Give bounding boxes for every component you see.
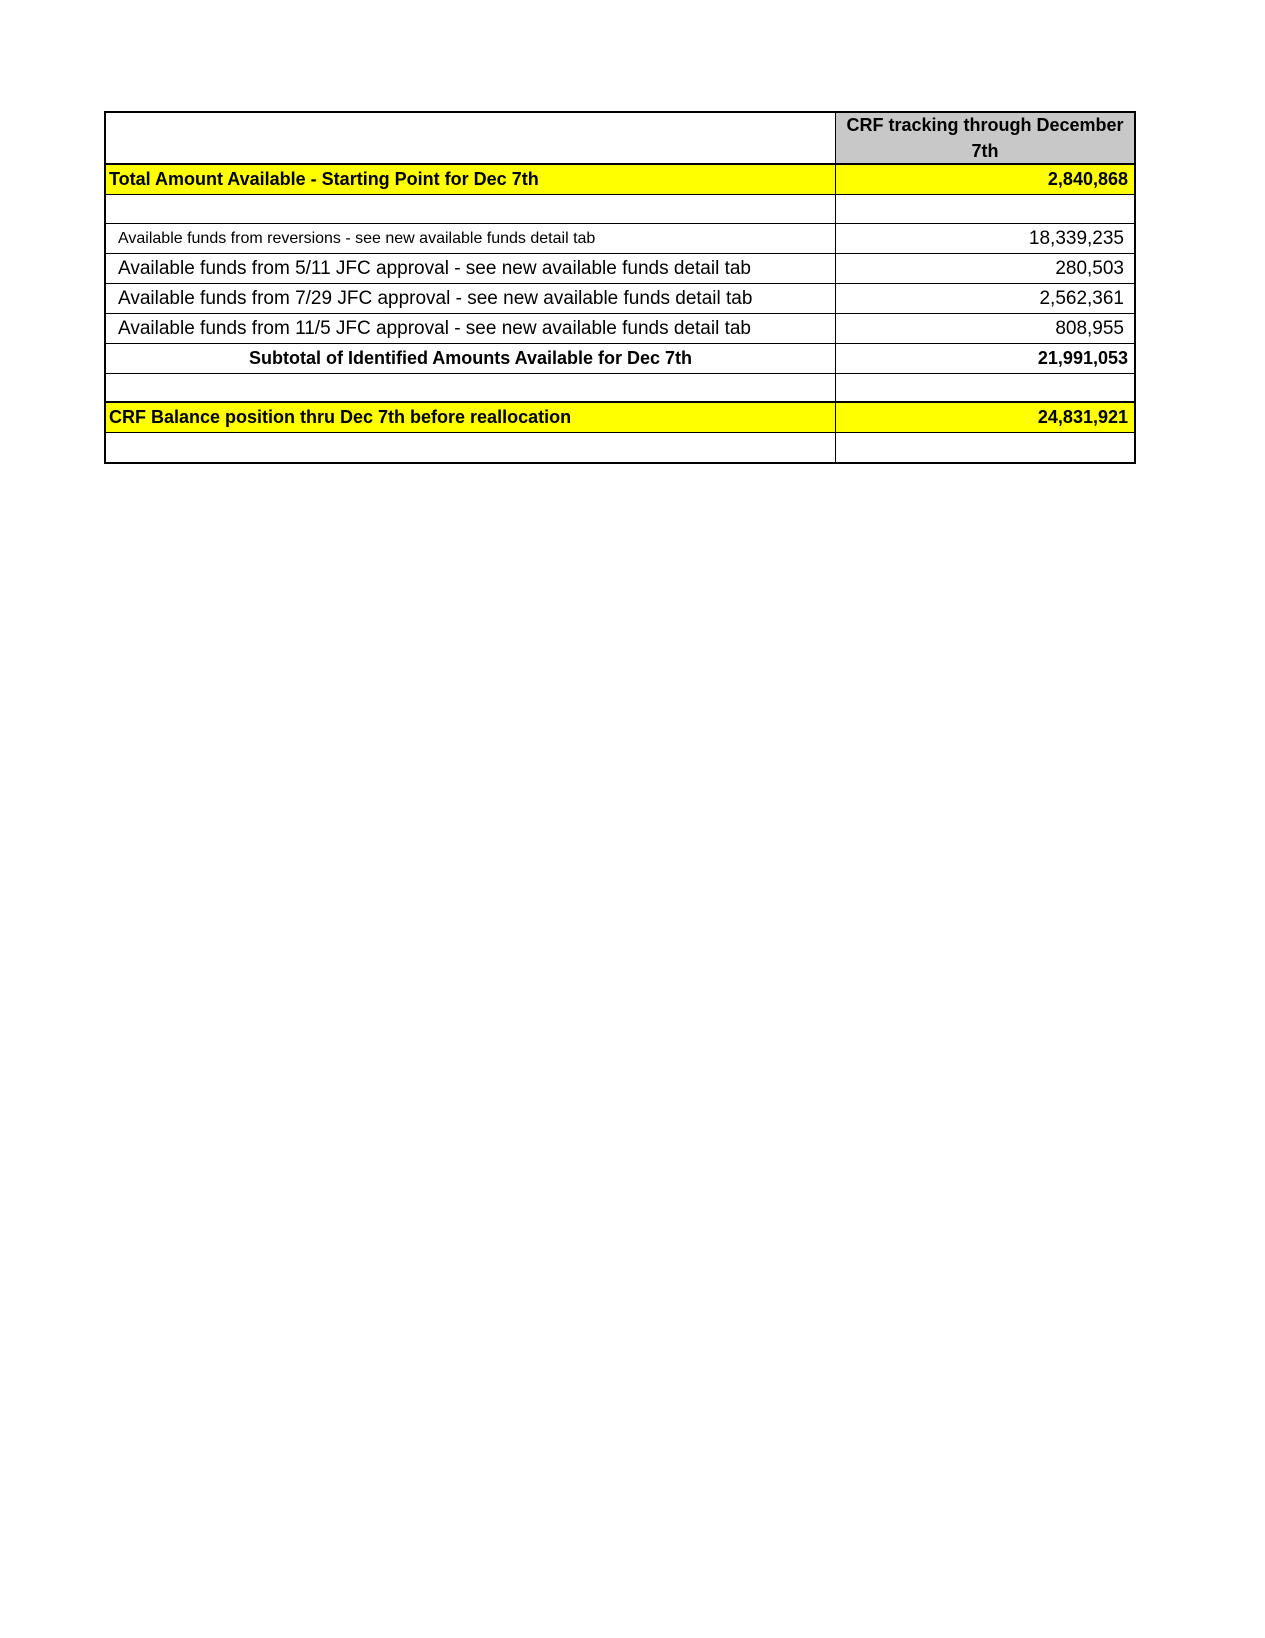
row-label: Available funds from 5/11 JFC approval - see new available funds detail tab [106,254,836,283]
table-row-total-available [106,165,1134,195]
row-label: Subtotal of Identified Amounts Available for Dec 7th [106,344,836,373]
table-row-blank [106,195,1134,224]
row-value: 24,831,921 [1037,407,1128,427]
row-value: 808,955 [1055,317,1124,339]
header-label-cell [106,113,836,163]
table-row-blank [106,433,1134,462]
row-label: Available funds from 11/5 JFC approval - see new available funds detail tab [106,314,836,343]
row-value: 21,991,053 [1037,348,1128,368]
table-row-jfc-11-5 [106,314,1134,344]
row-label: Available funds from reversions - see new available funds detail tab [106,224,836,253]
row-label [106,374,836,401]
table-row-jfc-7-29 [106,284,1134,314]
row-value: 2,562,361 [1039,287,1124,309]
table-row-crf-balance [106,403,1134,433]
row-value: 2,840,868 [1047,169,1128,189]
column-header: CRF tracking through December 7th [836,113,1134,163]
table-row-blank [106,374,1134,403]
row-value [836,433,1134,462]
row-value: 18,339,235 [1028,227,1124,249]
header-row [106,113,1134,165]
row-label: Available funds from 7/29 JFC approval - see new available funds detail tab [106,284,836,313]
row-label [106,195,836,223]
row-label [106,433,836,462]
table-row-jfc-5-11 [106,254,1134,284]
row-label: CRF Balance position thru Dec 7th before reallocation [106,403,836,432]
table-row-reversions [106,224,1134,254]
row-label: Total Amount Available - Starting Point for Dec 7th [106,165,836,194]
table-row-subtotal [106,344,1134,374]
row-value [836,195,1134,223]
crf-tracking-table [104,111,1136,464]
row-value [836,374,1134,401]
row-value: 280,503 [1055,257,1124,279]
